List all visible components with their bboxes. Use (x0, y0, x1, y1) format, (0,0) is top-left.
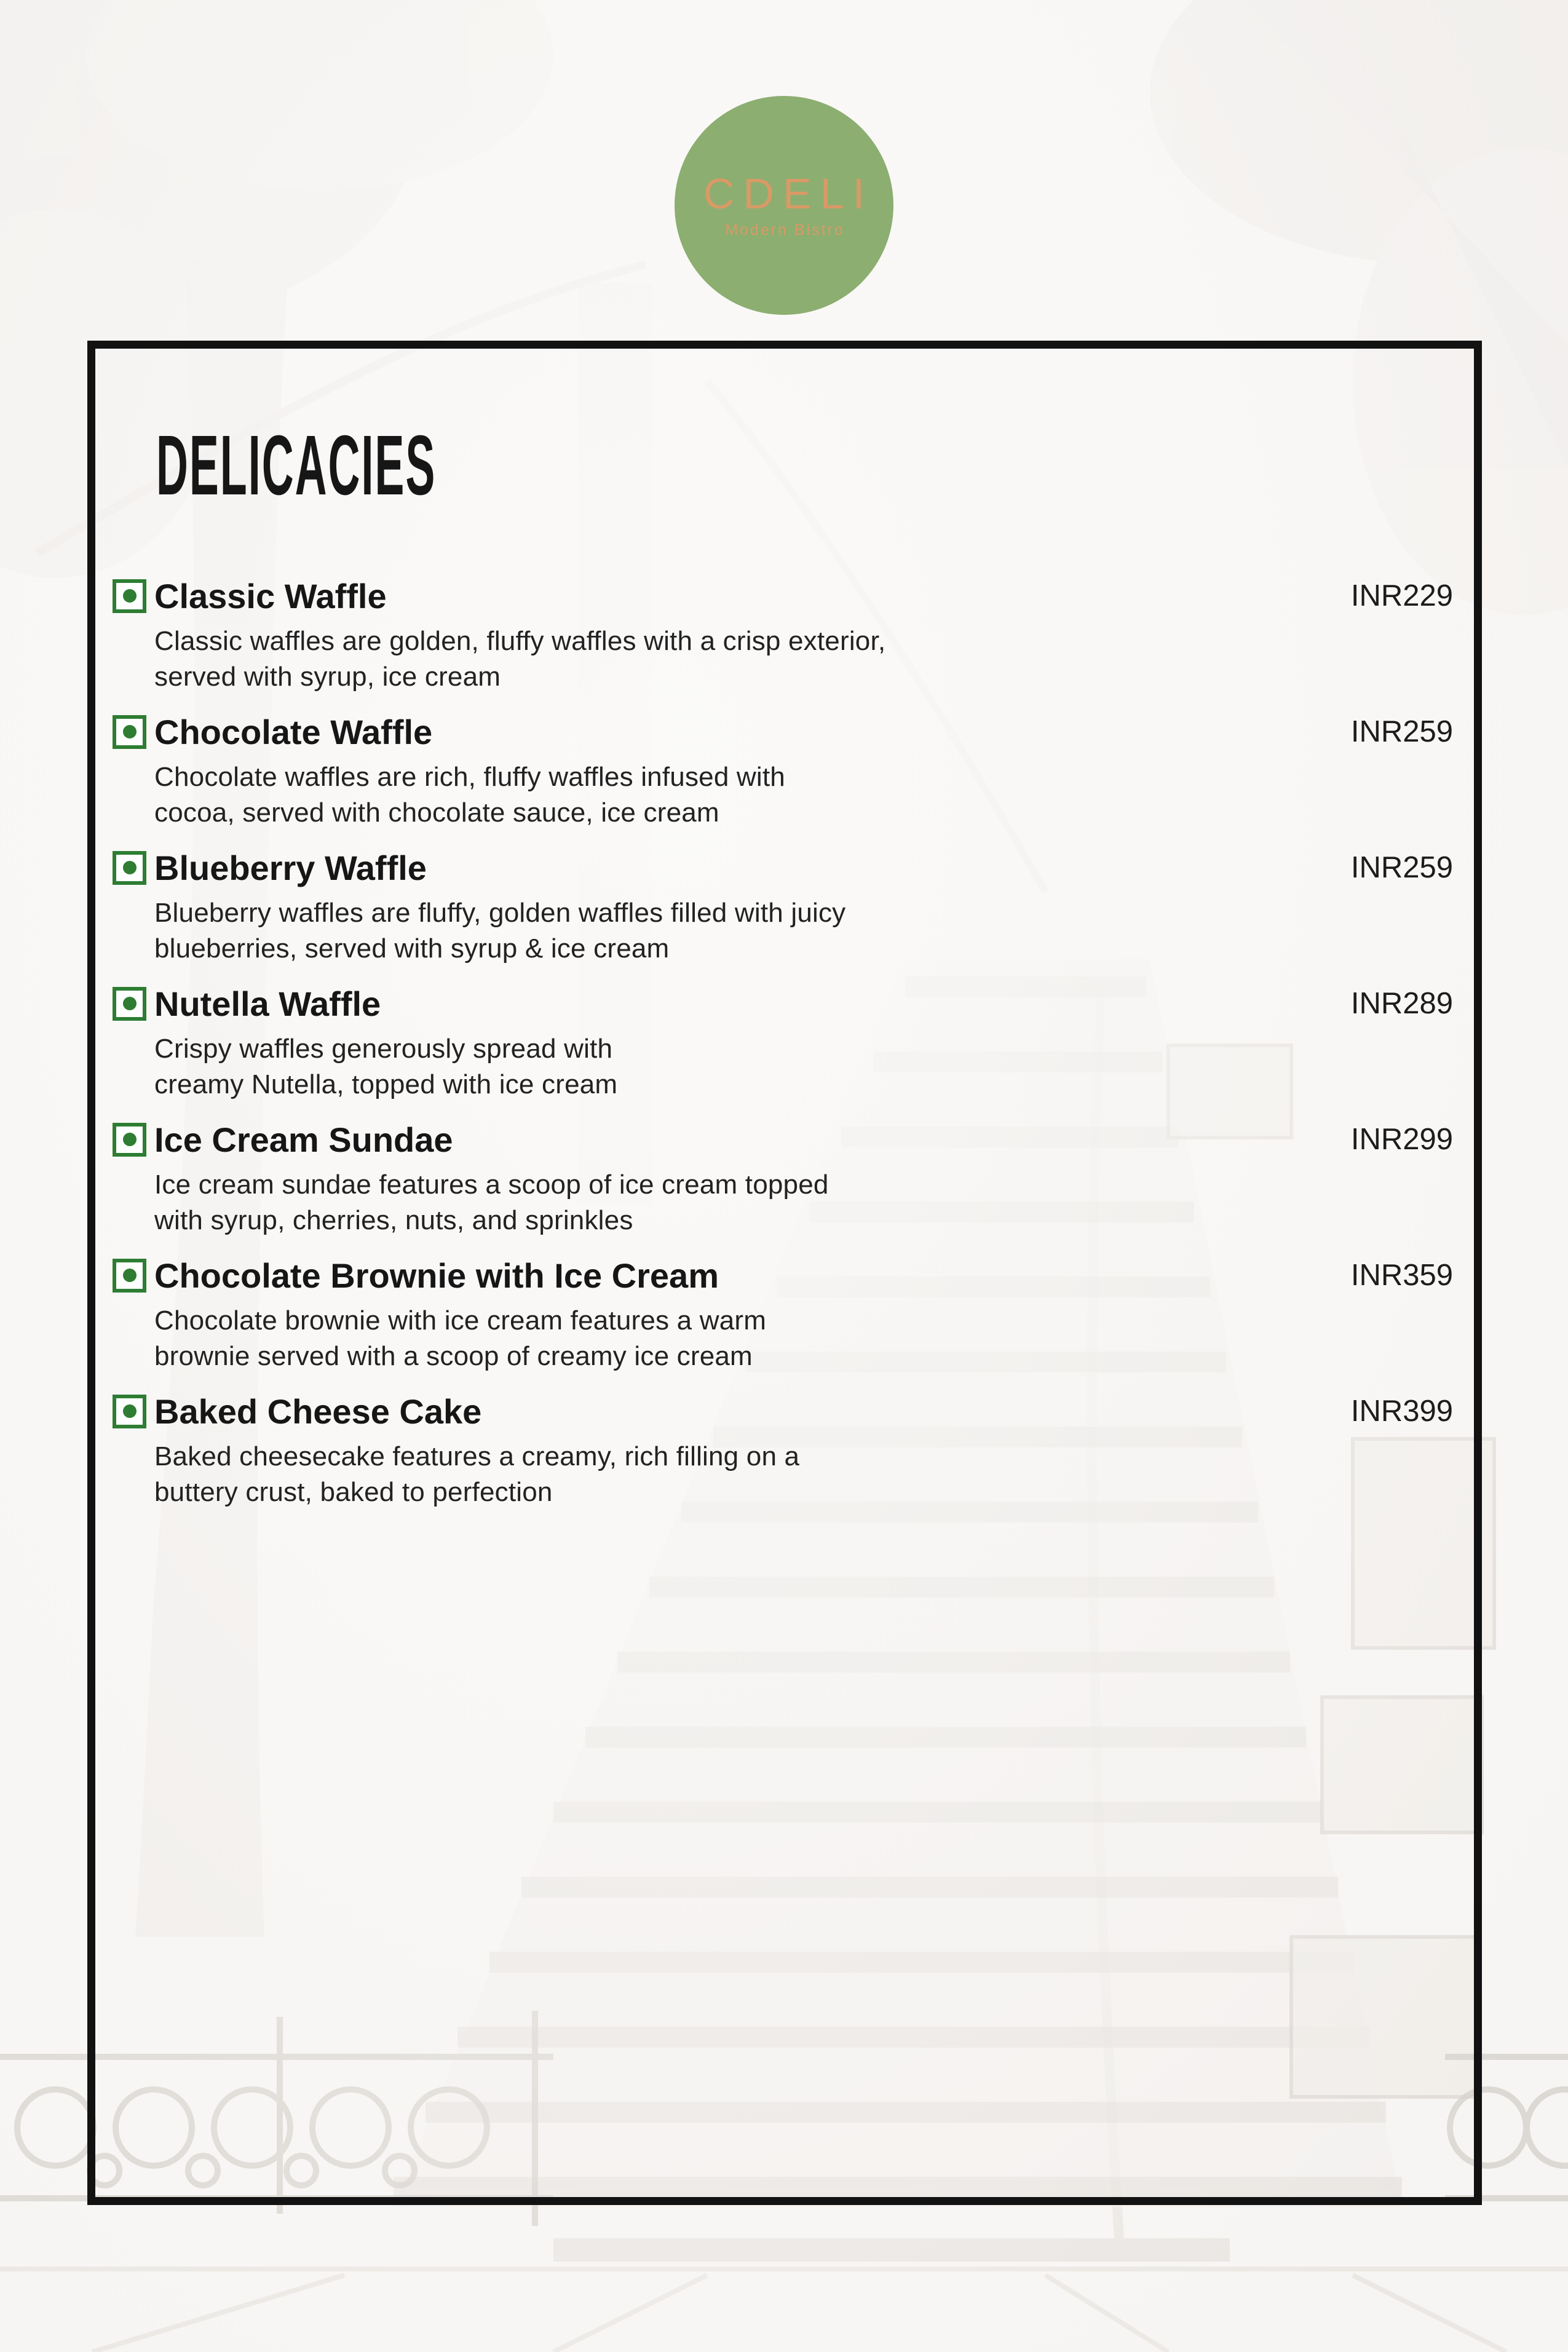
menu-item-name: Blueberry Waffle (154, 848, 427, 887)
menu-item-price: INR259 (1350, 715, 1453, 748)
menu-item-name: Chocolate Waffle (154, 712, 433, 751)
veg-indicator-icon (113, 715, 146, 749)
menu-item-description (154, 1167, 1453, 1238)
menu-item (113, 1392, 1453, 1510)
menu-item-name: Baked Cheese Cake (154, 1392, 482, 1431)
menu-item-name: Classic Waffle (154, 576, 387, 616)
section-title: DELICACIES (156, 418, 437, 513)
menu-item-header (113, 713, 1453, 751)
menu-item-description (154, 1031, 1453, 1103)
brand-name: CDELI (703, 169, 874, 218)
description-line-2: buttery crust, baked to perfection (154, 1477, 553, 1507)
menu-item-header (113, 1120, 1453, 1158)
menu-item-price: INR399 (1350, 1395, 1453, 1428)
description-line-1: Baked cheesecake features a creamy, rich filling on a (154, 1441, 800, 1471)
menu-item (113, 984, 1453, 1103)
description-line-2: served with syrup, ice cream (154, 662, 501, 692)
veg-dot (123, 589, 137, 603)
description-line-2: brownie served with a scoop of creamy ice cream (154, 1341, 753, 1371)
menu-item (113, 1256, 1453, 1374)
description-line-1: Classic waffles are golden, fluffy waffles with a crisp exterior, (154, 626, 886, 656)
description-line-1: Chocolate waffles are rich, fluffy waffles infused with (154, 762, 785, 792)
veg-dot (123, 1269, 137, 1282)
brand-logo (675, 96, 893, 315)
menu-item-name: Nutella Waffle (154, 984, 381, 1023)
menu-item-header (113, 577, 1453, 615)
veg-indicator-icon (113, 1123, 146, 1157)
description-line-2: blueberries, served with syrup & ice cream (154, 933, 670, 964)
menu-item-header (113, 1256, 1453, 1294)
veg-indicator-icon (113, 851, 146, 885)
veg-dot (123, 861, 137, 874)
description-line-1: Blueberry waffles are fluffy, golden waffles filled with juicy (154, 898, 846, 928)
menu-item (113, 849, 1453, 967)
veg-indicator-icon (113, 1259, 146, 1293)
menu-item-description (154, 624, 1453, 695)
menu-items (113, 577, 1453, 1510)
menu-item-price: INR229 (1350, 579, 1453, 612)
veg-dot (123, 725, 137, 738)
menu-item-price: INR299 (1350, 1123, 1453, 1156)
menu-item-header (113, 849, 1453, 887)
menu-item-price: INR289 (1350, 987, 1453, 1020)
menu-item-name: Chocolate Brownie with Ice Cream (154, 1256, 719, 1295)
veg-dot (123, 1133, 137, 1146)
description-line-1: Crispy waffles generously spread with (154, 1034, 613, 1064)
menu-item-price: INR359 (1350, 1259, 1453, 1292)
menu-item-header (113, 984, 1453, 1023)
description-line-1: Chocolate brownie with ice cream features a warm (154, 1305, 767, 1336)
menu-item-name: Ice Cream Sundae (154, 1120, 453, 1159)
veg-indicator-icon (113, 1395, 146, 1428)
menu-item-header (113, 1392, 1453, 1430)
description-line-2: with syrup, cherries, nuts, and sprinkles (154, 1205, 633, 1235)
description-line-2: cocoa, served with chocolate sauce, ice cream (154, 798, 719, 828)
menu-item-description (154, 1303, 1453, 1374)
menu-item-description (154, 895, 1453, 967)
menu-item (113, 713, 1453, 831)
menu-item-description (154, 759, 1453, 831)
menu-item (113, 577, 1453, 695)
veg-indicator-icon (113, 987, 146, 1021)
description-line-1: Ice cream sundae features a scoop of ice cream topped (154, 1170, 829, 1200)
menu-item (113, 1120, 1453, 1238)
menu-item-price: INR259 (1350, 851, 1453, 884)
veg-indicator-icon (113, 579, 146, 613)
menu-item-description (154, 1439, 1453, 1510)
description-line-2: creamy Nutella, topped with ice cream (154, 1069, 618, 1099)
veg-dot (123, 997, 137, 1010)
brand-tagline: Modern Bistro (725, 221, 845, 239)
veg-dot (123, 1404, 137, 1418)
